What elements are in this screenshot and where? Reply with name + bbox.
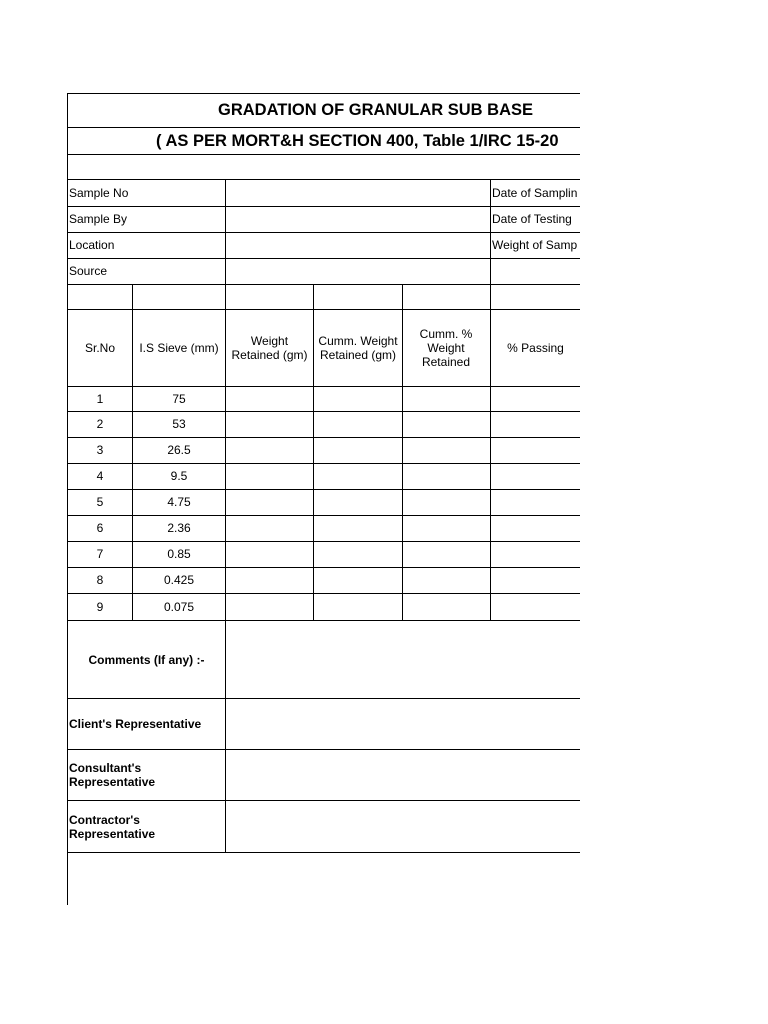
location-value[interactable] [226, 233, 489, 258]
col-header-cumm-weight-retained: Cumm. Weight Retained (gm) [318, 334, 398, 362]
sample-by-label: Sample By [69, 212, 128, 226]
grid-line [67, 154, 580, 155]
sheet-title: GRADATION OF GRANULAR SUB BASE [218, 101, 534, 119]
sample-no-label: Sample No [69, 185, 129, 200]
client-rep-label: Client's Representative [69, 717, 202, 731]
row-sr-no: 8 [96, 573, 104, 587]
consultant-rep-value[interactable] [226, 750, 580, 800]
sample-no-value[interactable] [226, 180, 489, 206]
row-sieve-size: 0.85 [167, 547, 191, 561]
grid-line [67, 852, 580, 853]
grid-line [67, 93, 580, 94]
row-sr-no: 7 [96, 547, 104, 561]
comments-value[interactable] [226, 621, 580, 698]
contractor-rep-value[interactable] [226, 801, 580, 852]
grid-line [402, 284, 403, 620]
row-sieve-size: 9.5 [170, 469, 188, 483]
col-header-weight-retained: Weight Retained (gm) [231, 334, 308, 362]
sample-by-value[interactable] [226, 207, 489, 232]
row-sieve-size: 2.36 [167, 521, 191, 535]
row-sieve-size: 26.5 [167, 443, 191, 457]
row-sr-no: 9 [96, 599, 104, 614]
row-sieve-size: 0.425 [163, 573, 195, 587]
row-sr-no: 4 [96, 469, 104, 483]
comments-label: Comments (If any) :- [88, 652, 205, 667]
date-of-sampling-label: Date of Samplin [492, 185, 578, 200]
source-value[interactable] [226, 259, 489, 284]
row-sr-no: 3 [96, 443, 104, 457]
sheet-subtitle: ( AS PER MORT&H SECTION 400, Table 1/IRC 15-20 [156, 132, 559, 150]
grid-line [67, 284, 580, 285]
date-of-testing-label: Date of Testing [492, 212, 572, 226]
row-sr-no: 6 [96, 521, 104, 535]
row-sieve-size: 53 [172, 417, 186, 431]
row-sr-no: 1 [96, 391, 104, 406]
grid-line [67, 127, 580, 128]
col-header-pct-passing: % Passing [507, 341, 564, 355]
row-sr-no: 2 [96, 417, 104, 431]
row-sieve-size: 4.75 [167, 495, 191, 509]
row-sr-no: 5 [96, 495, 104, 509]
weight-of-sample-label: Weight of Samp [492, 238, 578, 252]
col-header-cumm-pct-weight-retained: Cumm. % Weight Retained [419, 327, 473, 369]
location-label: Location [69, 238, 115, 252]
contractor-rep-label: Contractor's Representative [69, 812, 156, 841]
grid-line [490, 179, 491, 258]
source-label: Source [69, 264, 108, 278]
col-header-sieve: I.S Sieve (mm) [139, 341, 219, 355]
consultant-rep-label: Consultant's Representative [69, 761, 156, 789]
row-sieve-size: 0.075 [163, 599, 195, 614]
col-header-sr-no: Sr.No [84, 341, 115, 355]
row-sieve-size: 75 [172, 391, 186, 406]
client-rep-value[interactable] [226, 699, 580, 749]
